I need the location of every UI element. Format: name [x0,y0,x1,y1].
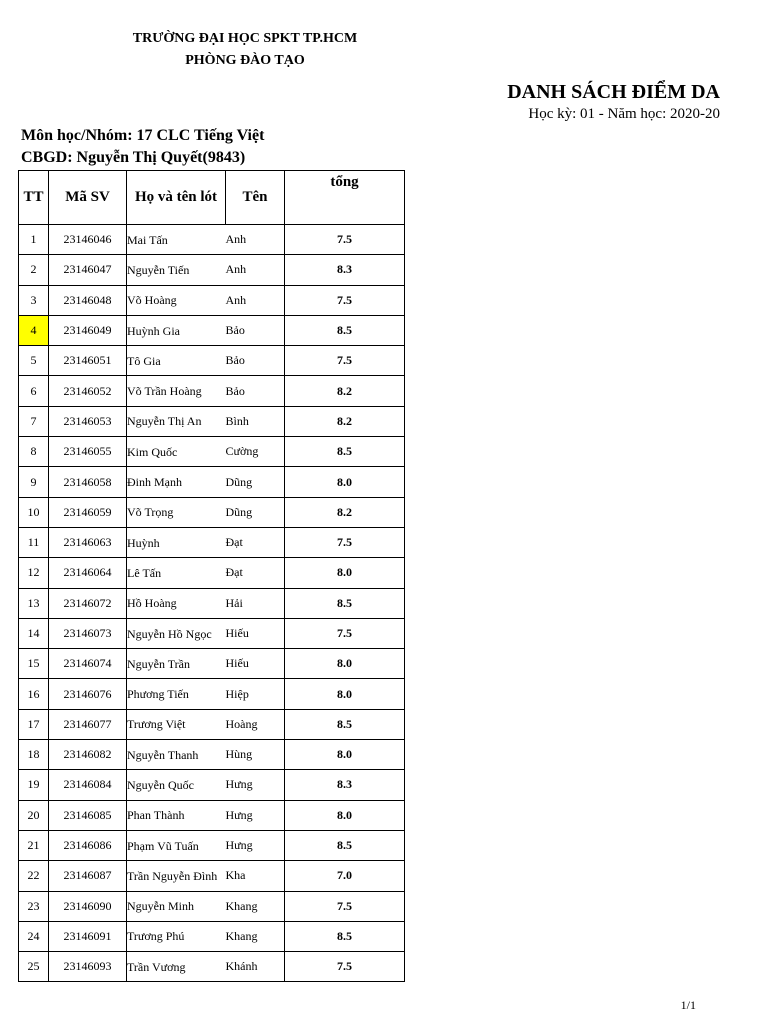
department-name: PHÒNG ĐÀO TẠO [185,53,305,68]
student-last-middle-name: Mai Tấn [127,225,226,255]
total-score: 8.5 [285,588,405,618]
student-last-middle-name: Phương Tiến [127,679,226,709]
table-row [19,346,405,376]
student-last-middle-name: Trương Phú [127,921,226,951]
row-index: 15 [19,649,49,679]
student-last-middle-name: Trương Việt [127,709,226,739]
student-first-name: Hưng [226,800,285,830]
student-last-middle-name: Võ Trọng [127,497,226,527]
student-id: 23146064 [49,558,127,588]
student-first-name: Dũng [226,467,285,497]
student-first-name: Hiệp [226,679,285,709]
student-last-middle-name: Võ Hoàng [127,285,226,315]
student-id: 23146093 [49,952,127,982]
student-first-name: Khánh [226,952,285,982]
table-row [19,315,405,345]
row-index: 25 [19,952,49,982]
student-last-middle-name: Nguyễn Hồ Ngọc [127,618,226,648]
student-id: 23146047 [49,255,127,285]
student-first-name: Bảo [226,376,285,406]
student-last-middle-name: Kim Quốc [127,437,226,467]
total-score: 8.5 [285,921,405,951]
total-score: 7.0 [285,861,405,891]
table-row [19,649,405,679]
table-row [19,285,405,315]
row-index: 13 [19,588,49,618]
table-row [19,770,405,800]
total-score: 8.5 [285,830,405,860]
row-index: 18 [19,740,49,770]
total-score: 7.5 [285,952,405,982]
row-index: 21 [19,830,49,860]
table-row [19,497,405,527]
page-number: 1/1 [680,998,696,1012]
student-first-name: Bảo [226,346,285,376]
total-score: 8.0 [285,467,405,497]
student-first-name: Hưng [226,770,285,800]
row-index: 8 [19,437,49,467]
student-last-middle-name: Nguyễn Quốc [127,770,226,800]
student-id: 23146087 [49,861,127,891]
total-score: 8.2 [285,497,405,527]
table-header-row [19,171,405,225]
student-first-name: Bình [226,406,285,436]
term-info: Học kỳ: 01 - Năm học: 2020-20 [528,106,720,122]
student-id: 23146091 [49,921,127,951]
table-row [19,861,405,891]
total-score: 8.5 [285,437,405,467]
column-header-first-name: Tên [226,171,285,225]
student-last-middle-name: Huỳnh [127,527,226,557]
table-row [19,679,405,709]
student-last-middle-name: Nguyễn Tiến [127,255,226,285]
row-index: 14 [19,618,49,648]
row-index: 10 [19,497,49,527]
row-index: 16 [19,679,49,709]
student-last-middle-name: Nguyễn Minh [127,891,226,921]
total-score: 8.2 [285,406,405,436]
student-first-name: Cường [226,437,285,467]
student-id: 23146076 [49,679,127,709]
student-id: 23146058 [49,467,127,497]
table-row [19,255,405,285]
table-row [19,921,405,951]
student-last-middle-name: Phan Thành [127,800,226,830]
student-last-middle-name: Hồ Hoàng [127,588,226,618]
row-index: 11 [19,527,49,557]
row-index: 4 [19,315,49,345]
school-name: TRƯỜNG ĐẠI HỌC SPKT TP.HCM [132,31,358,46]
student-first-name: Bảo [226,315,285,345]
row-index: 20 [19,800,49,830]
student-last-middle-name: Nguyễn Thị An [127,406,226,436]
student-first-name: Đạt [226,527,285,557]
total-score: 7.5 [285,285,405,315]
row-index: 2 [19,255,49,285]
student-last-middle-name: Trần Vương [127,952,226,982]
row-index: 9 [19,467,49,497]
total-score: 8.0 [285,558,405,588]
grade-table [18,170,405,982]
table-row [19,709,405,739]
row-index: 12 [19,558,49,588]
student-last-middle-name: Đinh Mạnh [127,467,226,497]
row-index: 17 [19,709,49,739]
total-score: 8.0 [285,649,405,679]
student-id: 23146052 [49,376,127,406]
row-index: 22 [19,861,49,891]
student-first-name: Anh [226,255,285,285]
table-row [19,618,405,648]
student-id: 23146073 [49,618,127,648]
table-row [19,830,405,860]
table-row [19,225,405,255]
student-id: 23146090 [49,891,127,921]
table-row [19,467,405,497]
row-index: 7 [19,406,49,436]
student-first-name: Hưng [226,830,285,860]
student-id: 23146082 [49,740,127,770]
table-row [19,376,405,406]
row-index: 3 [19,285,49,315]
total-score: 8.2 [285,376,405,406]
row-index: 6 [19,376,49,406]
column-header-student-id: Mã SV [49,171,127,225]
total-score: 8.5 [285,709,405,739]
lecturer-info: CBGD: Nguyễn Thị Quyết(9843) [21,149,246,166]
student-first-name: Hoàng [226,709,285,739]
student-last-middle-name: Nguyễn Thanh [127,740,226,770]
student-id: 23146049 [49,315,127,345]
student-first-name: Anh [226,225,285,255]
student-id: 23146086 [49,830,127,860]
table-row [19,406,405,436]
table-row [19,588,405,618]
total-score: 8.0 [285,679,405,709]
total-score: 7.5 [285,346,405,376]
table-row [19,558,405,588]
total-score: 8.3 [285,770,405,800]
student-id: 23146055 [49,437,127,467]
student-first-name: Dũng [226,497,285,527]
row-index: 24 [19,921,49,951]
student-first-name: Anh [226,285,285,315]
table-row [19,740,405,770]
table-row [19,800,405,830]
total-score: 8.0 [285,800,405,830]
course-info: Môn học/Nhóm: 17 CLC Tiếng Việt [21,127,265,144]
student-last-middle-name: Tô Gia [127,346,226,376]
student-first-name: Hiếu [226,618,285,648]
student-id: 23146053 [49,406,127,436]
student-id: 23146074 [49,649,127,679]
table-row [19,891,405,921]
table-row [19,952,405,982]
student-last-middle-name: Võ Trần Hoàng [127,376,226,406]
student-id: 23146048 [49,285,127,315]
row-index: 5 [19,346,49,376]
student-first-name: Hải [226,588,285,618]
column-header-last-middle-name: Họ và tên lót [127,171,226,225]
column-header-tt: TT [19,171,49,225]
student-id: 23146084 [49,770,127,800]
total-score: 8.3 [285,255,405,285]
total-score: 7.5 [285,225,405,255]
student-first-name: Kha [226,861,285,891]
student-first-name: Đạt [226,558,285,588]
document-title: DANH SÁCH ĐIỂM DA [507,81,720,103]
student-id: 23146046 [49,225,127,255]
student-last-middle-name: Phạm Vũ Tuấn [127,830,226,860]
student-id: 23146077 [49,709,127,739]
student-last-middle-name: Huỳnh Gia [127,315,226,345]
table-row [19,437,405,467]
student-first-name: Hiếu [226,649,285,679]
column-header-total: tổng [285,171,405,225]
total-score: 7.5 [285,527,405,557]
student-first-name: Khang [226,921,285,951]
student-id: 23146085 [49,800,127,830]
student-first-name: Hùng [226,740,285,770]
student-last-middle-name: Lê Tấn [127,558,226,588]
row-index: 19 [19,770,49,800]
total-score: 8.0 [285,740,405,770]
student-first-name: Khang [226,891,285,921]
table-row [19,527,405,557]
total-score: 8.5 [285,315,405,345]
student-id: 23146059 [49,497,127,527]
row-index: 23 [19,891,49,921]
total-score: 7.5 [285,891,405,921]
student-last-middle-name: Nguyễn Trần [127,649,226,679]
student-id: 23146063 [49,527,127,557]
row-index: 1 [19,225,49,255]
student-id: 23146051 [49,346,127,376]
student-id: 23146072 [49,588,127,618]
student-last-middle-name: Trần Nguyễn Đình [127,861,226,891]
table-body [19,225,405,982]
total-score: 7.5 [285,618,405,648]
